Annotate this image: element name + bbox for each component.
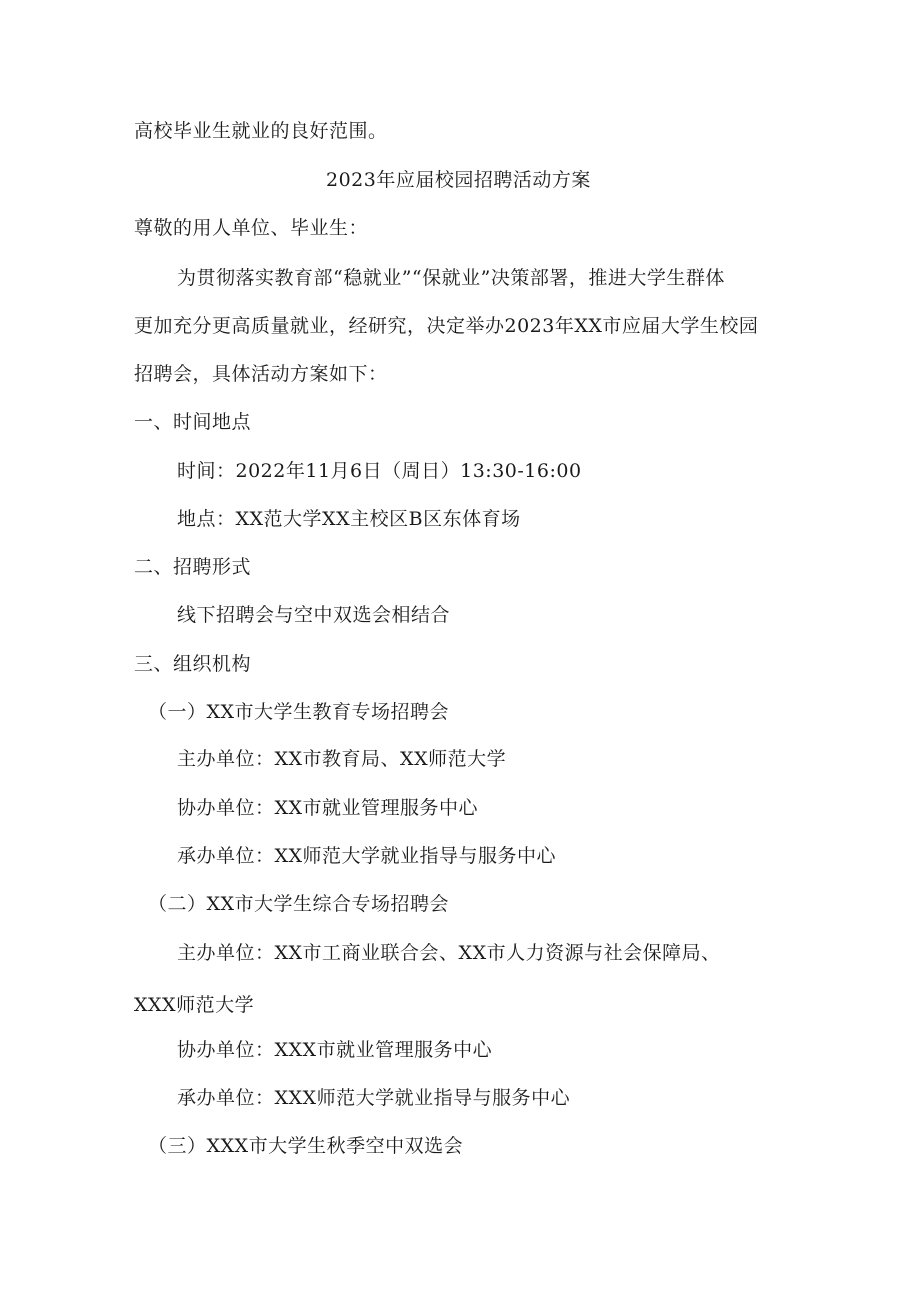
- place-line: 地点：XX范大学XX主校区B区东体育场: [177, 508, 521, 530]
- sub2-co-organizer: 协办单位：XXX市就业管理服务中心: [177, 1039, 493, 1061]
- format-line: 线下招聘会与空中双选会相结合: [177, 604, 451, 626]
- sub1-organizer: 承办单位：XX师范大学就业指导与服务中心: [177, 845, 557, 867]
- sub-heading-1: （一）XX市大学生教育专场招聘会: [148, 701, 450, 723]
- intro-line-2: 更加充分更高质量就业，经研究，决定举办2023年XX市应届大学生校园: [134, 315, 759, 337]
- sub1-host: 主办单位：XX市教育局、XX师范大学: [177, 748, 507, 770]
- sub-heading-3: （三）XXX市大学生秋季空中双选会: [148, 1135, 464, 1157]
- document-title: 2023年应届校园招聘活动方案: [326, 169, 591, 191]
- sub2-host-line-2: XXX师范大学: [134, 994, 255, 1016]
- sub2-host-line-1: 主办单位：XX市工商业联合会、XX市人力资源与社会保障局、: [177, 942, 721, 964]
- salutation: 尊敬的用人单位、毕业生：: [134, 217, 369, 239]
- intro-line-1: 为贯彻落实教育部“稳就业”“保就业”决策部署，推进大学生群体: [177, 267, 725, 289]
- section-heading-organization: 三、组织机构: [134, 653, 252, 675]
- continuation-text: 高校毕业生就业的良好范围。: [134, 120, 388, 142]
- sub1-co-organizer: 协办单位：XX市就业管理服务中心: [177, 797, 479, 819]
- intro-line-3: 招聘会，具体活动方案如下：: [134, 363, 388, 385]
- sub-heading-2: （二）XX市大学生综合专场招聘会: [148, 893, 450, 915]
- sub2-organizer: 承办单位：XXX师范大学就业指导与服务中心: [177, 1087, 571, 1109]
- time-line: 时间：2022年11月6日（周日）13:30-16:00: [177, 460, 582, 482]
- section-heading-format: 二、招聘形式: [134, 556, 252, 578]
- section-heading-time-place: 一、时间地点: [134, 411, 252, 433]
